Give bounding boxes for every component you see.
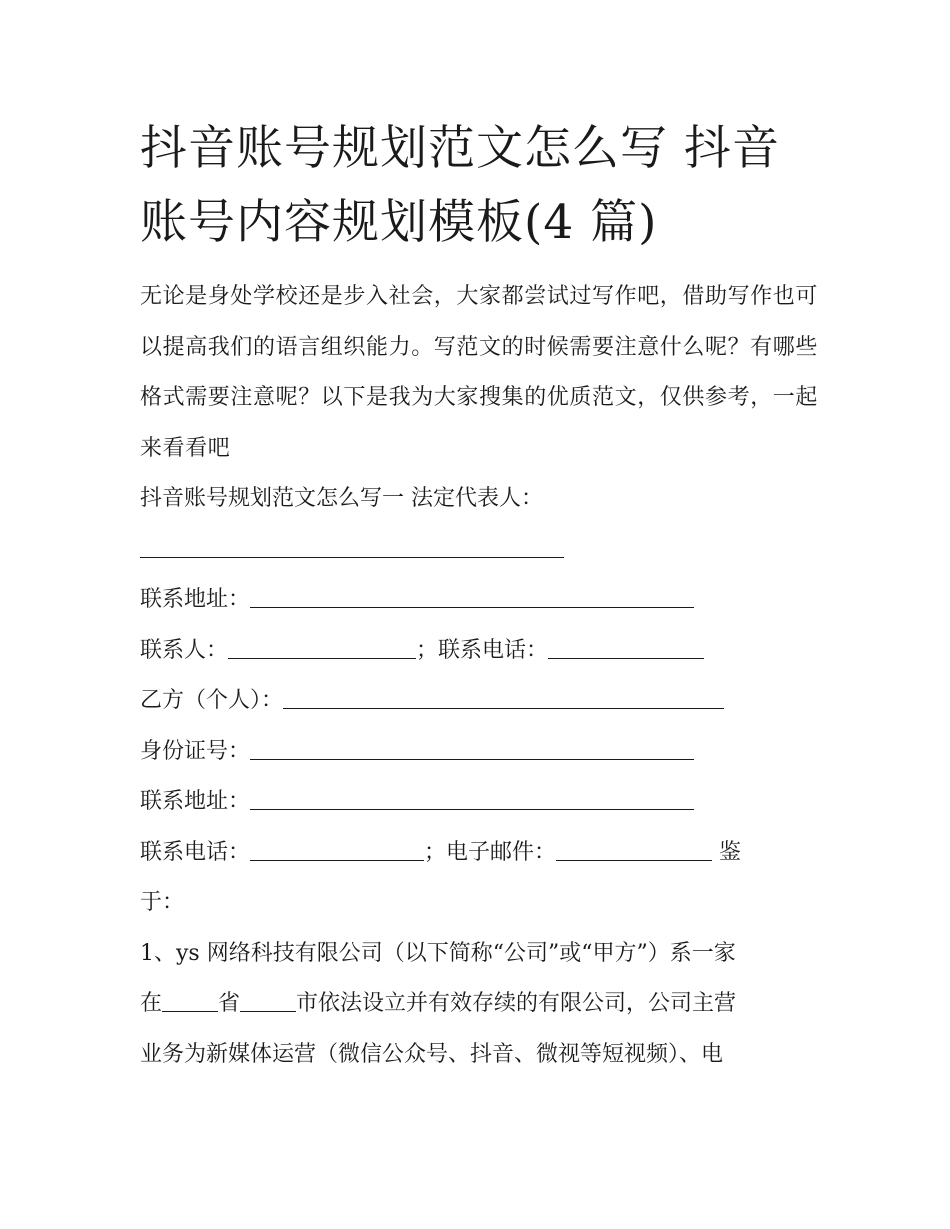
address-line-1 <box>140 575 820 626</box>
document-title: 抖音账号规划范文怎么写 抖音账号内容规划模板(4 篇) <box>140 121 780 250</box>
legal-rep-blank <box>140 531 564 558</box>
phone-label-1: 联系电话： <box>438 637 549 663</box>
phone-blank-2 <box>250 834 424 861</box>
separator-1: ； <box>416 637 439 663</box>
email-label: 电子邮件： <box>446 839 557 865</box>
address-blank-1 <box>250 581 694 608</box>
clause-1-line-2 <box>140 979 820 1030</box>
phone-blank-1 <box>548 632 704 659</box>
document-page <box>140 112 820 1080</box>
legal-rep-line <box>140 525 820 576</box>
contact-label: 联系人： <box>140 637 229 663</box>
contact-blank <box>228 632 416 659</box>
address-label-1: 联系地址： <box>140 587 251 612</box>
whereas-line: 于： <box>140 890 185 915</box>
separator-2: ； <box>424 839 447 865</box>
section-heading: 抖音账号规划范文怎么写一 法定代表人： <box>140 486 543 511</box>
contact-line <box>140 626 820 677</box>
clause-1-suffix: 市依法设立并有效存续的有限公司，公司主营 <box>296 991 737 1016</box>
party-b-line <box>140 676 820 727</box>
city-blank <box>240 985 296 1012</box>
party-b-label: 乙方（个人）： <box>140 688 284 713</box>
party-b-blank <box>283 682 724 709</box>
clause-1-prefix: 在 <box>140 991 163 1016</box>
phone-email-line <box>140 828 820 879</box>
clause-1-line-1: 1、ys 网络科技有限公司（以下简称“公司”或“甲方”）系一家 <box>140 940 736 966</box>
id-line <box>140 727 820 778</box>
province-label: 省 <box>218 991 241 1016</box>
whereas-part-1: 鉴 <box>712 839 742 865</box>
id-blank <box>250 733 694 760</box>
intro-paragraph: 无论是身处学校还是步入社会，大家都尝试过写作吧，借助写作也可以提高我们的语言组织能力。写范文的时候需要注意什么呢？有哪些格式需要注意呢？以下是我为大家搜集的优质范文，仅供参考，一起来看看吧 <box>140 284 819 461</box>
province-blank <box>162 985 218 1012</box>
address-blank-2 <box>250 783 694 810</box>
phone-label-2: 联系电话： <box>140 839 251 865</box>
id-label: 身份证号： <box>140 738 251 764</box>
clause-1-line-3: 业务为新媒体运营（微信公众号、抖音、微视等短视频）、电 <box>140 1041 724 1067</box>
email-blank <box>556 834 712 861</box>
address-line-2 <box>140 777 820 828</box>
address-label-2: 联系地址： <box>140 789 251 814</box>
